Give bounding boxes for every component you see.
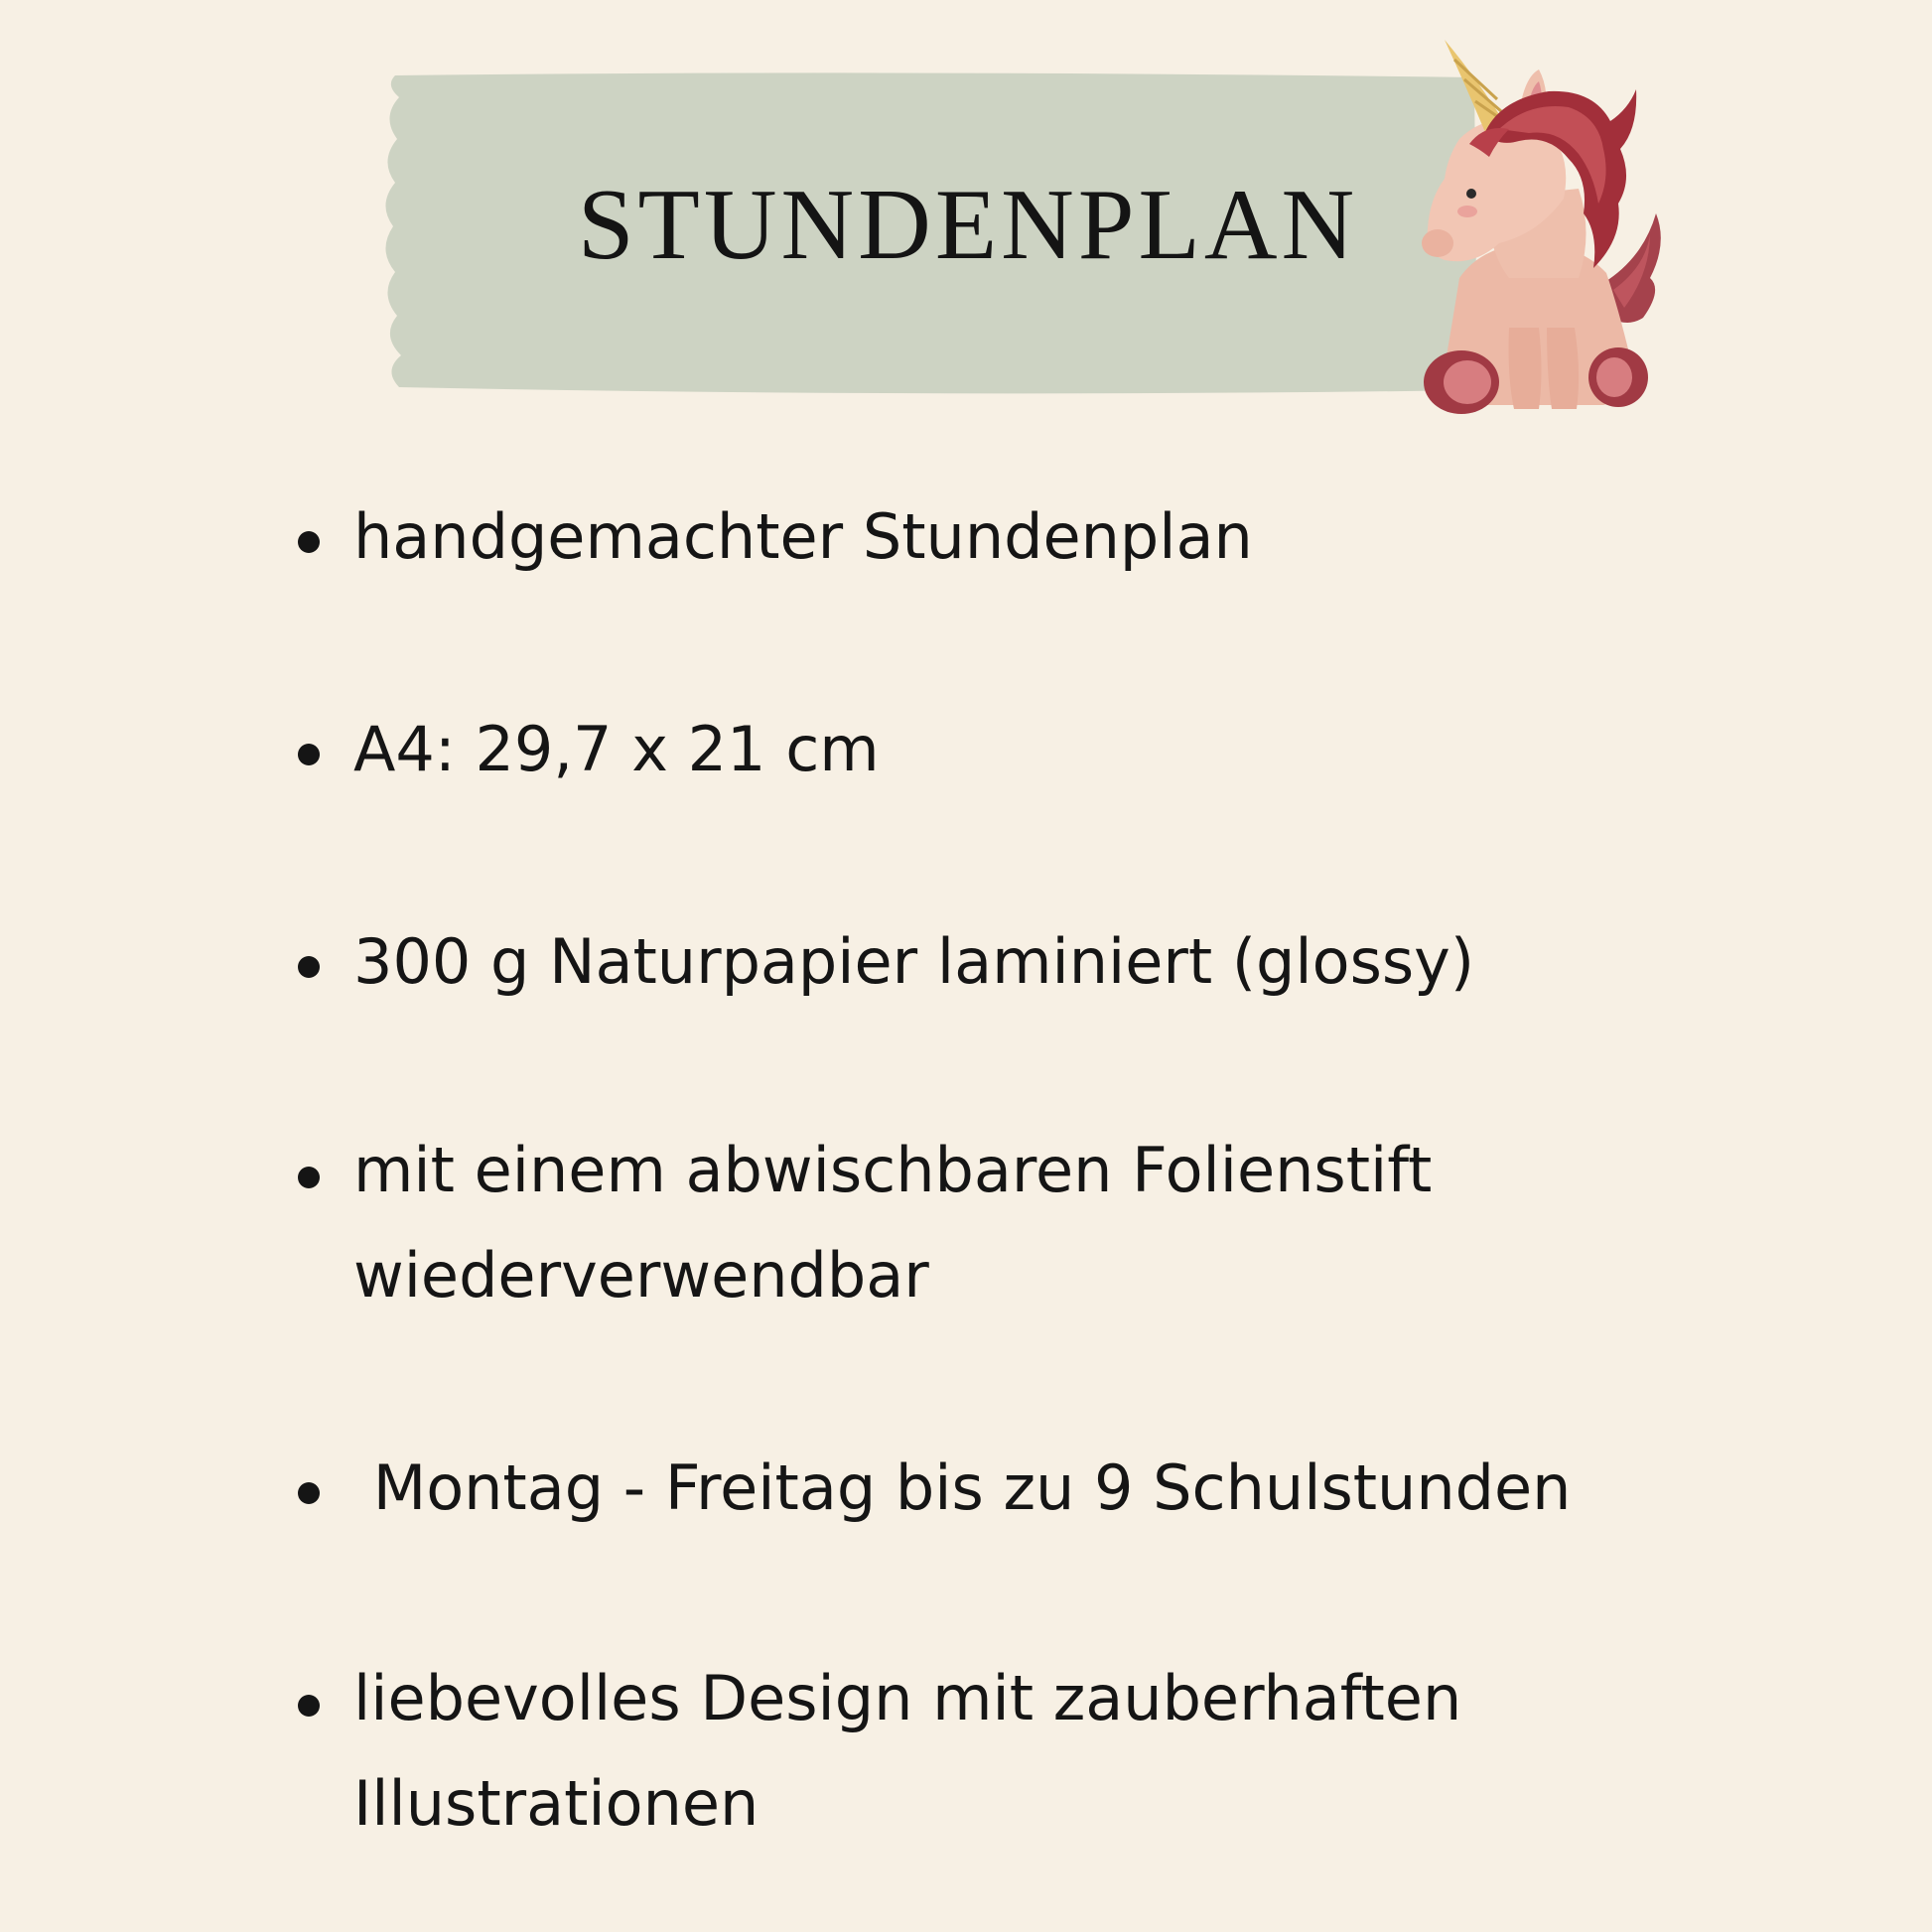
list-item-text: handgemachter Stundenplan <box>353 500 1253 573</box>
list-item-text: mit einem abwischbaren Folienstift <box>353 1134 1433 1206</box>
list-item-text-continued: wiederverwendbar <box>353 1239 929 1311</box>
page-title: STUNDENPLAN <box>577 169 1359 281</box>
list-item-text: A4: 29,7 x 21 cm <box>353 713 880 785</box>
unicorn-illustration <box>1390 30 1678 427</box>
title-banner <box>377 68 1479 400</box>
bullet-icon <box>298 1167 320 1188</box>
list-item-text: liebevolles Design mit zauberhaften <box>353 1662 1462 1734</box>
list-item-text: 300 g Naturpapier laminiert (glossy) <box>353 925 1475 998</box>
list-item-text: Montag - Freitag bis zu 9 Schulstunden <box>353 1451 1572 1524</box>
bullet-icon <box>298 1482 320 1504</box>
bullet-icon <box>298 956 320 978</box>
bullet-icon <box>298 744 320 765</box>
bullet-icon <box>298 1695 320 1717</box>
list-item-text-continued: Illustrationen <box>353 1767 759 1840</box>
bullet-icon <box>298 531 320 553</box>
